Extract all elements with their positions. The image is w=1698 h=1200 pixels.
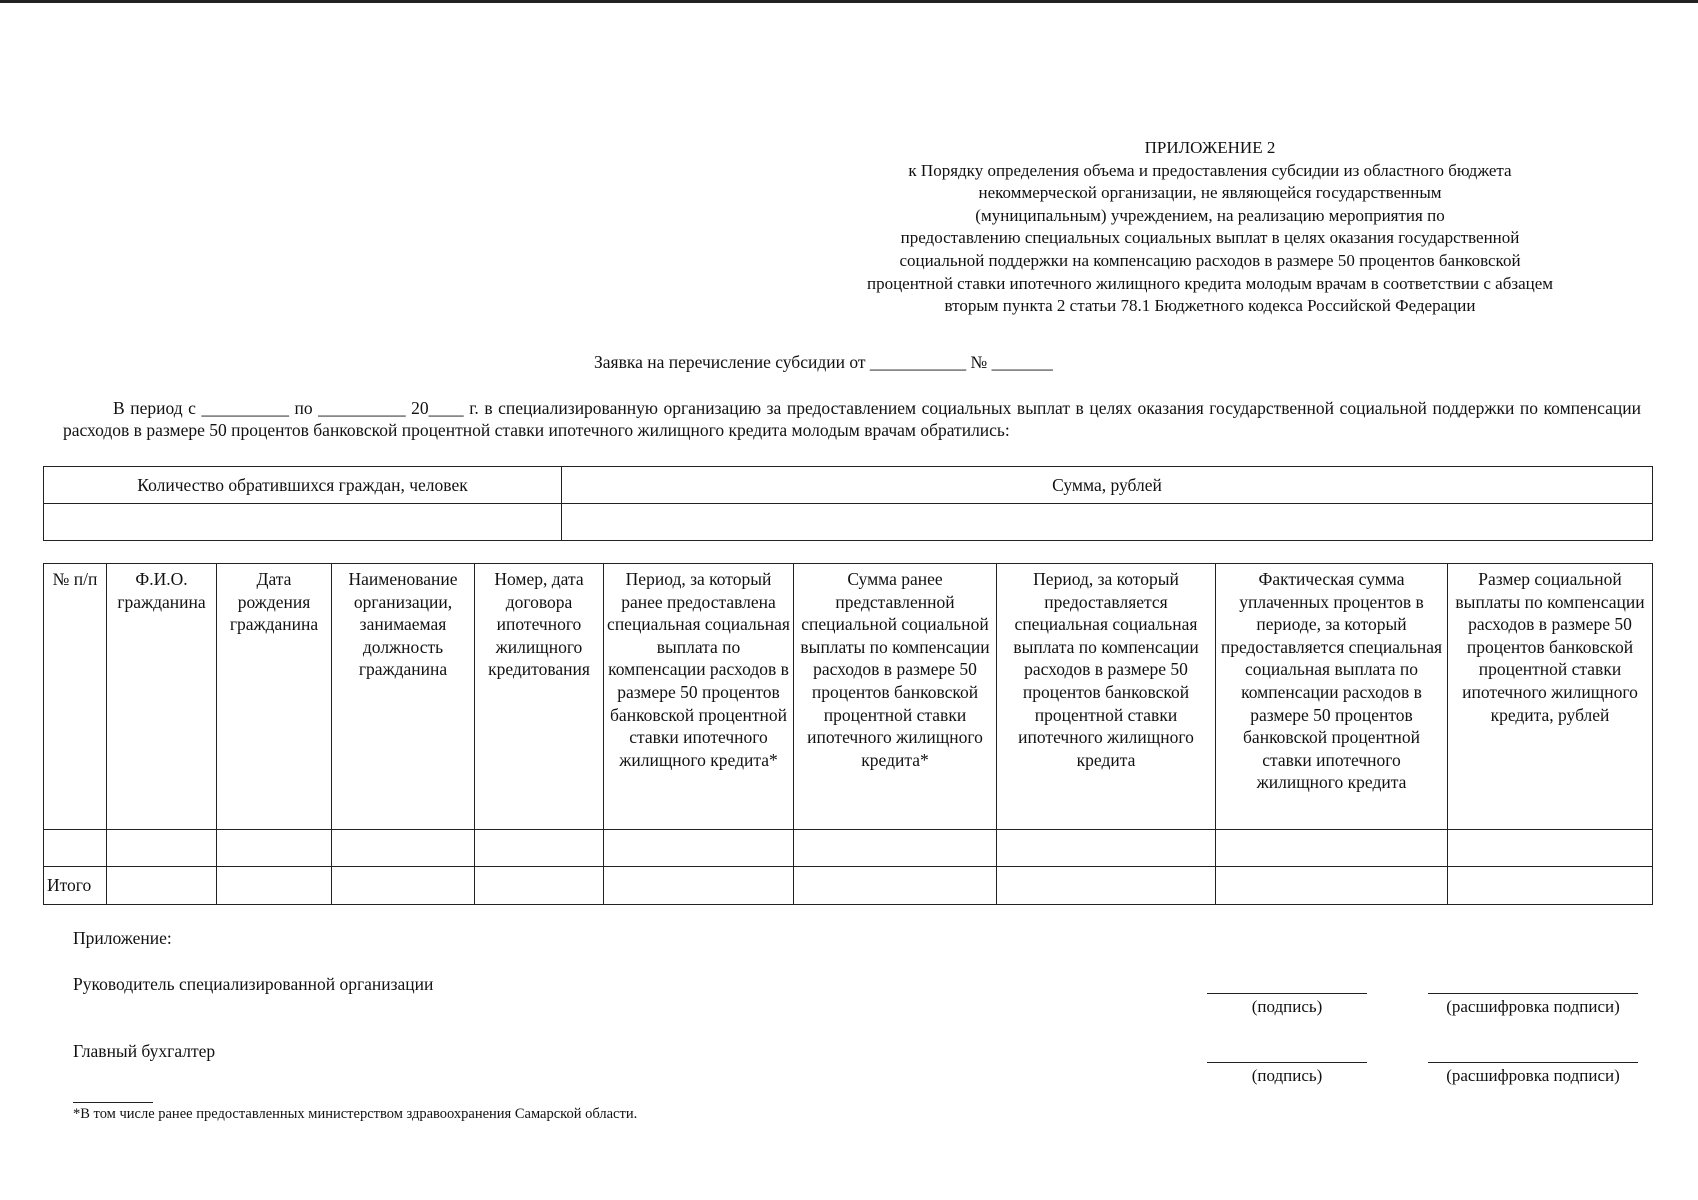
request-title: Заявка на перечисление субсидии от ___________ № _______ [594,352,1053,372]
col-header-number: № п/п [44,564,107,830]
table-cell[interactable] [1216,830,1448,867]
col-header-prev-period: Период, за который ранее предоставлена специальная социальная выплата по компенсации расходов в размере 50 процентов банковской процентной ставки ипотечного жилищного кредита* [604,564,794,830]
summary-cell-sum[interactable] [562,504,1653,541]
summary-header-count: Количество обратившихся граждан, человек [44,467,562,504]
main-table [43,563,1653,905]
signature-caption: (подпись) [1251,997,1323,1016]
col-header-fio: Ф.И.О. гражданина [107,564,217,830]
appendix-header [800,137,1620,318]
table-cell[interactable] [332,830,475,867]
footnote: *В том числе ранее предоставленных министерством здравоохранения Самарской области. [73,1106,638,1122]
intro-paragraph: В период с __________ по __________ 20____ г. в специализированную организацию за предоставлением социальных выплат в целях оказания государственной социальной поддержки по компенсации расходов в размере 50 процентов банковской процентной ставки ипотечного жилищного кредита молодым врачам обратились: [63,398,1641,440]
total-cell[interactable] [107,867,217,905]
signature-decode-line-director[interactable] [1428,993,1638,994]
col-header-period: Период, за который предоставляется специальная социальная выплата по компенсации расходов в размере 50 процентов банковской процентной ставки ипотечного жилищного кредита [997,564,1216,830]
col-header-actual-sum: Фактическая сумма уплаченных процентов в периоде, за который предоставляется специальная социальная выплата по компенсации расходов в размере 50 процентов банковской процентной ставки ипотечного жилищного кредита [1216,564,1448,830]
appendix-line: к Порядку определения объема и предоставления субсидии из областного бюджета [908,160,1512,180]
total-cell[interactable] [217,867,332,905]
summary-cell-count[interactable] [44,504,562,541]
table-cell[interactable] [475,830,604,867]
total-label: Итого [44,867,107,905]
signature-role-director: Руководитель специализированной организации [73,974,434,994]
total-cell[interactable] [475,867,604,905]
signature-line-accountant[interactable] [1207,1062,1367,1063]
appendix-line: (муниципальным) учреждением, на реализацию мероприятия по [975,205,1445,225]
total-cell[interactable] [1448,867,1653,905]
signature-line-director[interactable] [1207,993,1367,994]
total-cell[interactable] [1216,867,1448,905]
summary-header-sum: Сумма, рублей [562,467,1653,504]
table-row [44,830,1653,867]
table-cell[interactable] [604,830,794,867]
total-cell[interactable] [332,867,475,905]
appendix-line: некоммерческой организации, не являющейся государственным [978,183,1442,203]
col-header-prev-sum: Сумма ранее представленной специальной социальной выплаты по компенсации расходов в размере 50 процентов банковской процентной ставки ипотечного жилищного кредита* [794,564,997,830]
table-cell[interactable] [44,830,107,867]
appendix-line: вторым пункта 2 статьи 78.1 Бюджетного кодекса Российской Федерации [944,296,1476,316]
appendix-line: процентной ставки ипотечного жилищного кредита молодым врачам в соответствии с абзацем [866,273,1554,293]
table-cell[interactable] [107,830,217,867]
signature-decode-line-accountant[interactable] [1428,1062,1638,1063]
appendix-title: ПРИЛОЖЕНИЕ 2 [1144,138,1276,157]
total-row [44,867,1653,905]
page-top-border [0,0,1698,3]
table-cell[interactable] [997,830,1216,867]
col-header-contract: Номер, дата договора ипотечного жилищного кредитования [475,564,604,830]
total-cell[interactable] [604,867,794,905]
appendix-line: предоставлению специальных социальных выплат в целях оказания государственной [900,228,1520,248]
appendix-line: социальной поддержки на компенсацию расходов в размере 50 процентов банковской [899,250,1521,270]
table-cell[interactable] [217,830,332,867]
main-table-header-row [44,564,1653,830]
signature-decode-caption: (расшифровка подписи) [1446,997,1620,1016]
footnote-divider [73,1102,153,1103]
signature-caption: (подпись) [1251,1066,1323,1085]
table-cell[interactable] [1448,830,1653,867]
attachment-label: Приложение: [73,928,172,948]
col-header-organization: Наименование организации, занимаемая должность гражданина [332,564,475,830]
total-cell[interactable] [997,867,1216,905]
col-header-birthdate: Дата рождения гражданина [217,564,332,830]
signature-decode-caption: (расшифровка подписи) [1446,1066,1620,1085]
signature-role-accountant: Главный бухгалтер [73,1041,216,1061]
summary-table [43,466,1653,541]
total-cell[interactable] [794,867,997,905]
col-header-payment-size: Размер социальной выплаты по компенсации расходов в размере 50 процентов банковской процентной ставки ипотечного жилищного кредита, рублей [1448,564,1653,830]
table-cell[interactable] [794,830,997,867]
